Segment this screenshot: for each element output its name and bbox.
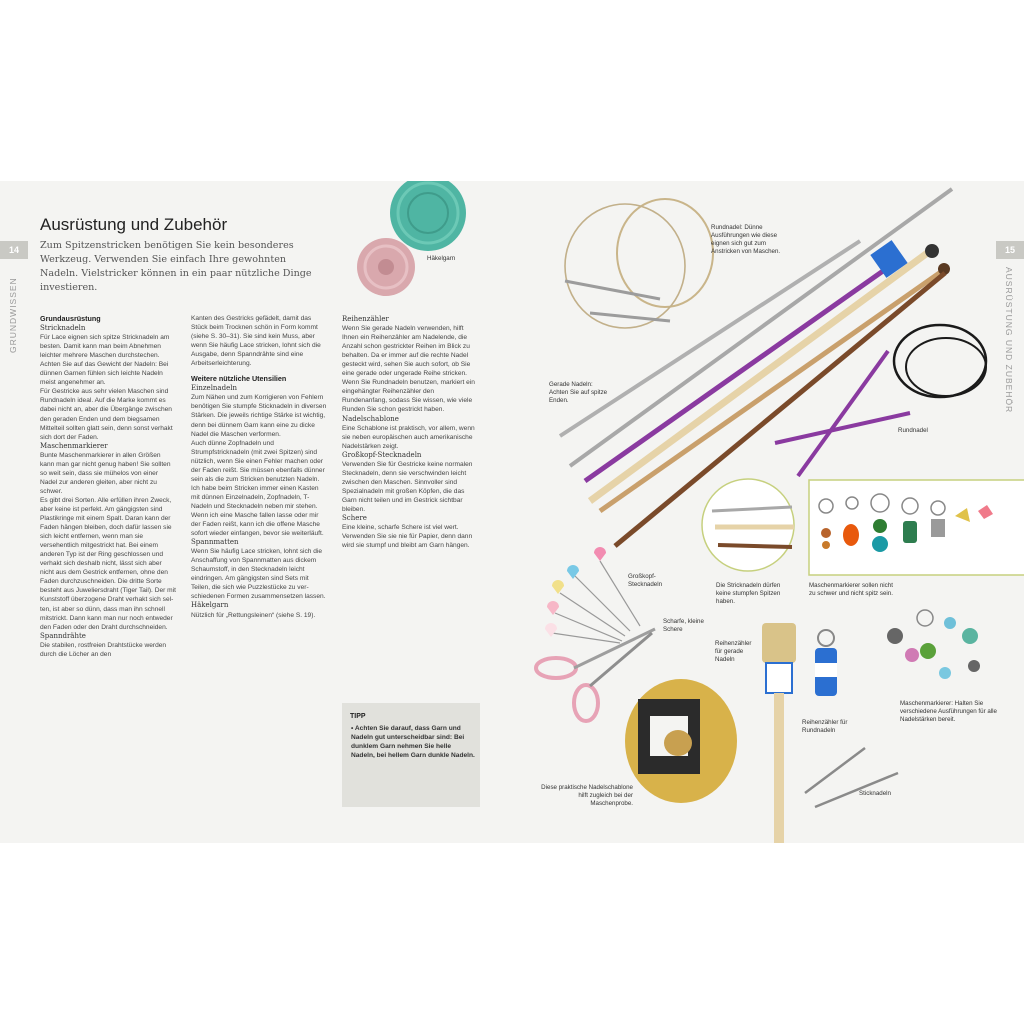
subheading: Spanndrähte (40, 631, 86, 640)
paragraph: Ich habe beim Stricken immer einen Kasten mit dünnen Einzelnadeln, Zopfnadeln, T-Nadeln und Stecknadeln neben mir stehen. Wenn ich eine Masche fallen lasse oder mir der Faden reißt, kann ich die offene Masche sofort wieder einfangen, bevor sie weiterläuft. (191, 484, 324, 538)
paragraph: Zum Nähen und zum Korrigieren von Fehlern benötigen Sie stumpfe Sticknadeln in diversen Stärken. Die jeweils richtige Stärke ist wichtig, denn bei dünnem Garn kann eine zu dicke Nadel die Maschen verformen. (191, 394, 327, 438)
big-head-pins (545, 547, 640, 643)
tip-text: • Achten Sie darauf, dass Garn und Nadeln gut unterscheidbar sind: Bei dunklem Garn nehmen Sie helle Nadeln, bei hellem Garn dunkle Nadeln. (351, 725, 475, 759)
subheading: Großkopf-Stecknadeln (342, 450, 422, 459)
paragraph: Bunte Maschenmarkierer in allen Größen kann man gar nicht genug haben! Sie sollten so weit sein, dass sie mühelos von einer Nadel zur anderen gleiten, aber nicht zu schwer. (40, 451, 171, 495)
subheading: Spannmatten (191, 538, 239, 547)
caption-sticknadeln: Sticknadeln (859, 790, 891, 797)
caption-grosskopf: Großkopf-Stecknadeln (628, 573, 663, 588)
subheading: Einzelnadeln (191, 384, 237, 393)
paragraph: Eine Schablone ist praktisch, vor allem, wenn sie neben europäischen auch amerikanische Nadelstärken zeigt. (342, 424, 475, 450)
caption-maschenmarkierer-2: Maschenmarkierer: Halten Sie verschiedene Ausführungen für alle Nadelstärken bereit. (900, 700, 998, 723)
tip-title: TIPP (350, 713, 366, 720)
caption-haekelgarn: Häkelgarn (427, 255, 456, 262)
text-column-1 (40, 314, 176, 659)
paragraph: Verwenden Sie für Gestricke keine normalen Stecknadeln, denn sie verschwinden leicht zwischen den Maschen. Sinnvoller sind Spezialnadeln mit großen Köpfen, die das Garn nicht teilen und im Gestrick sichtbar bleiben. (342, 460, 473, 513)
paragraph: Für Gestricke aus sehr vielen Maschen sind Rundnadeln ideal. Auf die Marke kommt es dabei nicht an, aber die Übergänge zwischen den geraden Enden und dem biegsamen Mittelteil sollten glatt sein, denn sonst verhakt sich dort der Faden. (40, 388, 173, 441)
needle-tips-detail (702, 479, 794, 571)
text-column-3 (342, 314, 478, 550)
tapestry-needles (805, 748, 898, 807)
paragraph: Kanten des Gestricks gefädelt, damit das Stück beim Trocknen schön in Form kommt (siehe S. 30–31). Sie sind kein Muss, aber wenn Sie häufig Lace stricken, lohnt sich die Ausgabe, denn Spanndrähte sind eine Arbeitserleichterung. (191, 315, 321, 368)
subheading: Schere (342, 514, 367, 523)
caption-schablone: Diese praktische Nadelschablone hilft zugleich bei der Maschenprobe. (541, 784, 633, 807)
subheading: Reihenzähler (342, 315, 389, 323)
paragraph: Die stabilen, rostfreien Drahtstücke werden durch die Löcher an den (40, 641, 167, 658)
page-number-right: 15 (996, 241, 1024, 259)
paragraph: Eine kleine, scharfe Schere ist viel wert. Verwenden Sie sie nie für Papier, denn dann wird sie stumpf und bleibt am Garn hängen. (342, 524, 473, 550)
stitch-marker-cluster (887, 610, 980, 679)
heading: Grundausrüstung (40, 314, 101, 323)
stitch-markers-box (809, 480, 1024, 575)
tip-box (342, 703, 480, 807)
subheading: Häkelgarn (191, 601, 229, 610)
caption-stricknadeln: Die Stricknadeln dürfen keine stumpfen Spitzen haben. (716, 582, 781, 605)
heading: Weitere nützliche Utensilien (191, 374, 287, 384)
caption-reihenzaehler-gerade: Reihenzähler für gerade Nadeln (715, 640, 752, 663)
paragraph: Auch dünne Zopfnadeln und Strumpfstricknadeln (mit zwei Spitzen) sind nützlich, wenn Sie einen Fehler machen oder der Faden reißt. Sie müssen ebenfalls dünner sein als die zum Stricken benutzten Nadeln. (191, 439, 325, 483)
page-number-left: 14 (0, 241, 28, 259)
section-label-right: AUSRÜSTUNG UND ZUBEHÖR (1004, 267, 1014, 414)
thin-circular-needle (565, 199, 713, 328)
paragraph: Wenn Sie gerade Nadeln verwenden, hilft Ihnen ein Reihenzähler am Nadelende, die Anzahl schon gestrickter Reihen im Blick zu behalten. Da er immer auf die rechte Nadel gesteckt wird, sehen Sie auch sofort, ob Sie eine gerade oder ungerade Reihe stricken. Wenn Sie Rundnadeln benutzen, markiert ein eingehängter Reihenzähler den Rundenanfang, sodass Sie wissen, wie viele Runden Sie schon gestrickt haben. (342, 325, 475, 414)
paragraph: Für Lace eignen sich spitze Stricknadeln am besten. Damit kann man beim Abnehmen leichter mehrere Maschen durchstechen. Achten Sie auf das Gewicht der Nadeln: Bei dünnen Garnen fühlen sich leichte Nadeln meist angenehmer an. (40, 334, 170, 387)
subheading: Nadelschablone (342, 414, 399, 423)
caption-rundnadel-thin: Rundnadel: Dünne Ausführungen wie diese eignen sich gut zum Anstricken von Maschen. (711, 224, 781, 255)
intro-text: Zum Spitzenstricken benötigen Sie kein besonderes Werkzeug. Verwenden Sie einfach Ihre gewohnten Nadeln. Vielstricker können in ein paar nützliche Dinge investieren. (40, 240, 312, 293)
page-title: Ausrüstung und Zubehör (40, 215, 228, 234)
section-label-left: GRUNDWISSEN (8, 277, 18, 353)
subheading: Stricknadeln (40, 324, 86, 333)
caption-schere: Scharfe, kleine Schere (663, 618, 704, 633)
caption-reihenzaehler-rund: Reihenzähler für Rundnadeln (802, 719, 848, 734)
caption-gerade-nadeln: Gerade Nadeln: Achten Sie auf spitze Enden. (549, 381, 608, 404)
book-spread (0, 181, 1024, 843)
black-circular-needle (775, 325, 986, 476)
paragraph: Es gibt drei Sorten. Alle erfüllen ihren Zweck, aber keine ist perfekt. Am gängigsten sind Plastikringe mit einem Spalt. Daran kann der Faden hängen bleiben, doch dafür lassen sie sich leicht entfernen, wenn man sie versehentlich mitgestrickt hat. Bei einem anderen Typ ist der Ring geschlossen und verhakt sich deshalb nicht, lässt sich aber nicht aus dem Gestrick entfernen, ohne den Faden durchzuschneiden. Die dritte Sorte besteht aus Juweliersdraht (Tiger Tail). Der mit Kunststoff überzogene Draht verhakt sich selten, ist aber so dünn, dass man ihn schnell mitstrickt. Dann kann man nur noch entweder den Faden oder den Draht durchschneiden. (40, 496, 176, 631)
paragraph: Wenn Sie häufig Lace stricken, lohnt sich die Anschaffung von Spannmatten aus dickem Schaumstoff, in den Stecknadeln leicht eindringen. Am gängigsten sind Sets mit Teilen, die sich wie Puzzlestücke zu verschiedenen Formen zusammensetzen lassen. (191, 548, 326, 601)
caption-maschenmarkierer-1: Maschenmarkierer sollen nicht zu schwer und nicht spitz sein. (809, 582, 893, 597)
crochet-yarn-balls (357, 181, 466, 296)
needle-gauge (625, 679, 737, 803)
paragraph: Nützlich für „Rettungsleinen“ (siehe S. 19). (191, 611, 316, 619)
text-column-2 (191, 314, 327, 620)
subheading: Maschenmarkierer (40, 441, 108, 450)
caption-rundnadel: Rundnadel (898, 427, 928, 434)
